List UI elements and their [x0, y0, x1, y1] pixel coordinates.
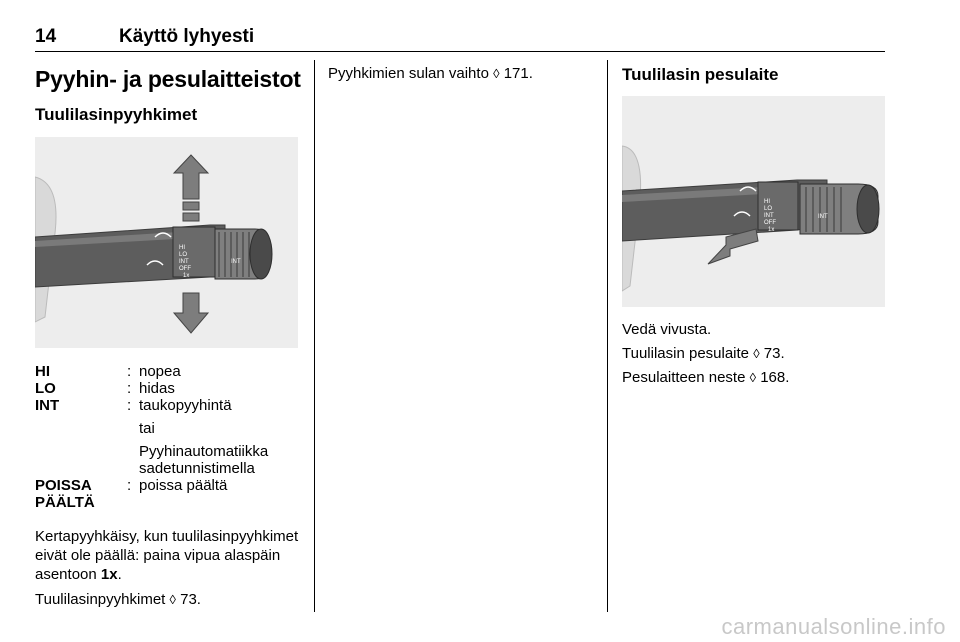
wiper-lever-illustration [35, 137, 298, 348]
lever-label-1x: 1x [768, 227, 775, 233]
wiper-lever-figure [35, 137, 298, 348]
down-arrow-icon [174, 293, 208, 333]
lever-label-lo: LO [764, 206, 773, 212]
washer-fluid-reference[interactable]: Pesulaitteen neste ◊ 168. [622, 369, 790, 386]
page-ref-icon: ◊ [493, 66, 500, 81]
definition-row: tai [139, 420, 155, 437]
up-arrow-icon [174, 155, 208, 221]
definition-row: HI : nopea [35, 363, 181, 380]
page-ref-icon: ◊ [169, 592, 176, 607]
lever-label-int: INT [764, 213, 774, 219]
definition-row: Pyyhinautomatiikka sadetunnistimella [139, 443, 269, 477]
column-divider-1 [314, 60, 315, 612]
washer-lever-figure [622, 96, 885, 307]
column-2 [328, 64, 598, 83]
definition-row: POISSA PÄÄLTÄ : poissa päältä [35, 477, 228, 511]
washer-heading: Tuulilasin pesulaite [622, 65, 779, 84]
wiper-blade-reference[interactable]: Pyyhkimien sulan vaihto ◊ 171. [328, 65, 533, 82]
section-heading: Pyyhin- ja pesulaitteistot [35, 66, 301, 92]
page-ref-icon: ◊ [753, 346, 760, 361]
header-divider [35, 51, 885, 52]
page-number: 14 [35, 26, 57, 47]
watermark: carmanualsonline.info [721, 614, 946, 639]
pull-lever-text: Vedä vivusta. [622, 321, 712, 338]
single-wipe-paragraph: Kertapyyhkäisy, kun tuulilasinpyyhkimet eivät ole päällä: paina vipua alaspäin asentoon 1x. [35, 528, 299, 583]
column-divider-2 [607, 60, 608, 612]
knob-label-int: INT [231, 259, 241, 265]
chapter-title: Käyttö lyhyesti [119, 26, 255, 47]
column-3 [622, 64, 885, 387]
washer-reference[interactable]: Tuulilasin pesulaite ◊ 73. [622, 345, 785, 362]
subsection-heading: Tuulilasinpyyhkimet [35, 105, 198, 124]
definition-row: INT : taukopyyhintä [35, 397, 232, 414]
lever-label-hi: HI [764, 199, 770, 205]
page-header [35, 26, 885, 50]
lever-label-off: OFF [179, 266, 191, 272]
lever-label-hi: HI [179, 245, 185, 251]
knob-label-int: INT [818, 214, 828, 220]
lever-label-1x: 1x [183, 273, 190, 279]
column-1 [35, 64, 301, 609]
definition-row: LO : hidas [35, 380, 175, 397]
wipers-reference[interactable]: Tuulilasinpyyhkimet ◊ 73. [35, 591, 201, 608]
page-ref-icon: ◊ [749, 370, 757, 385]
lever-label-lo: LO [179, 252, 188, 258]
lever-label-int: INT [179, 259, 189, 265]
lever-label-off: OFF [764, 220, 776, 226]
position-definitions [35, 363, 301, 511]
washer-lever-illustration [622, 96, 885, 307]
